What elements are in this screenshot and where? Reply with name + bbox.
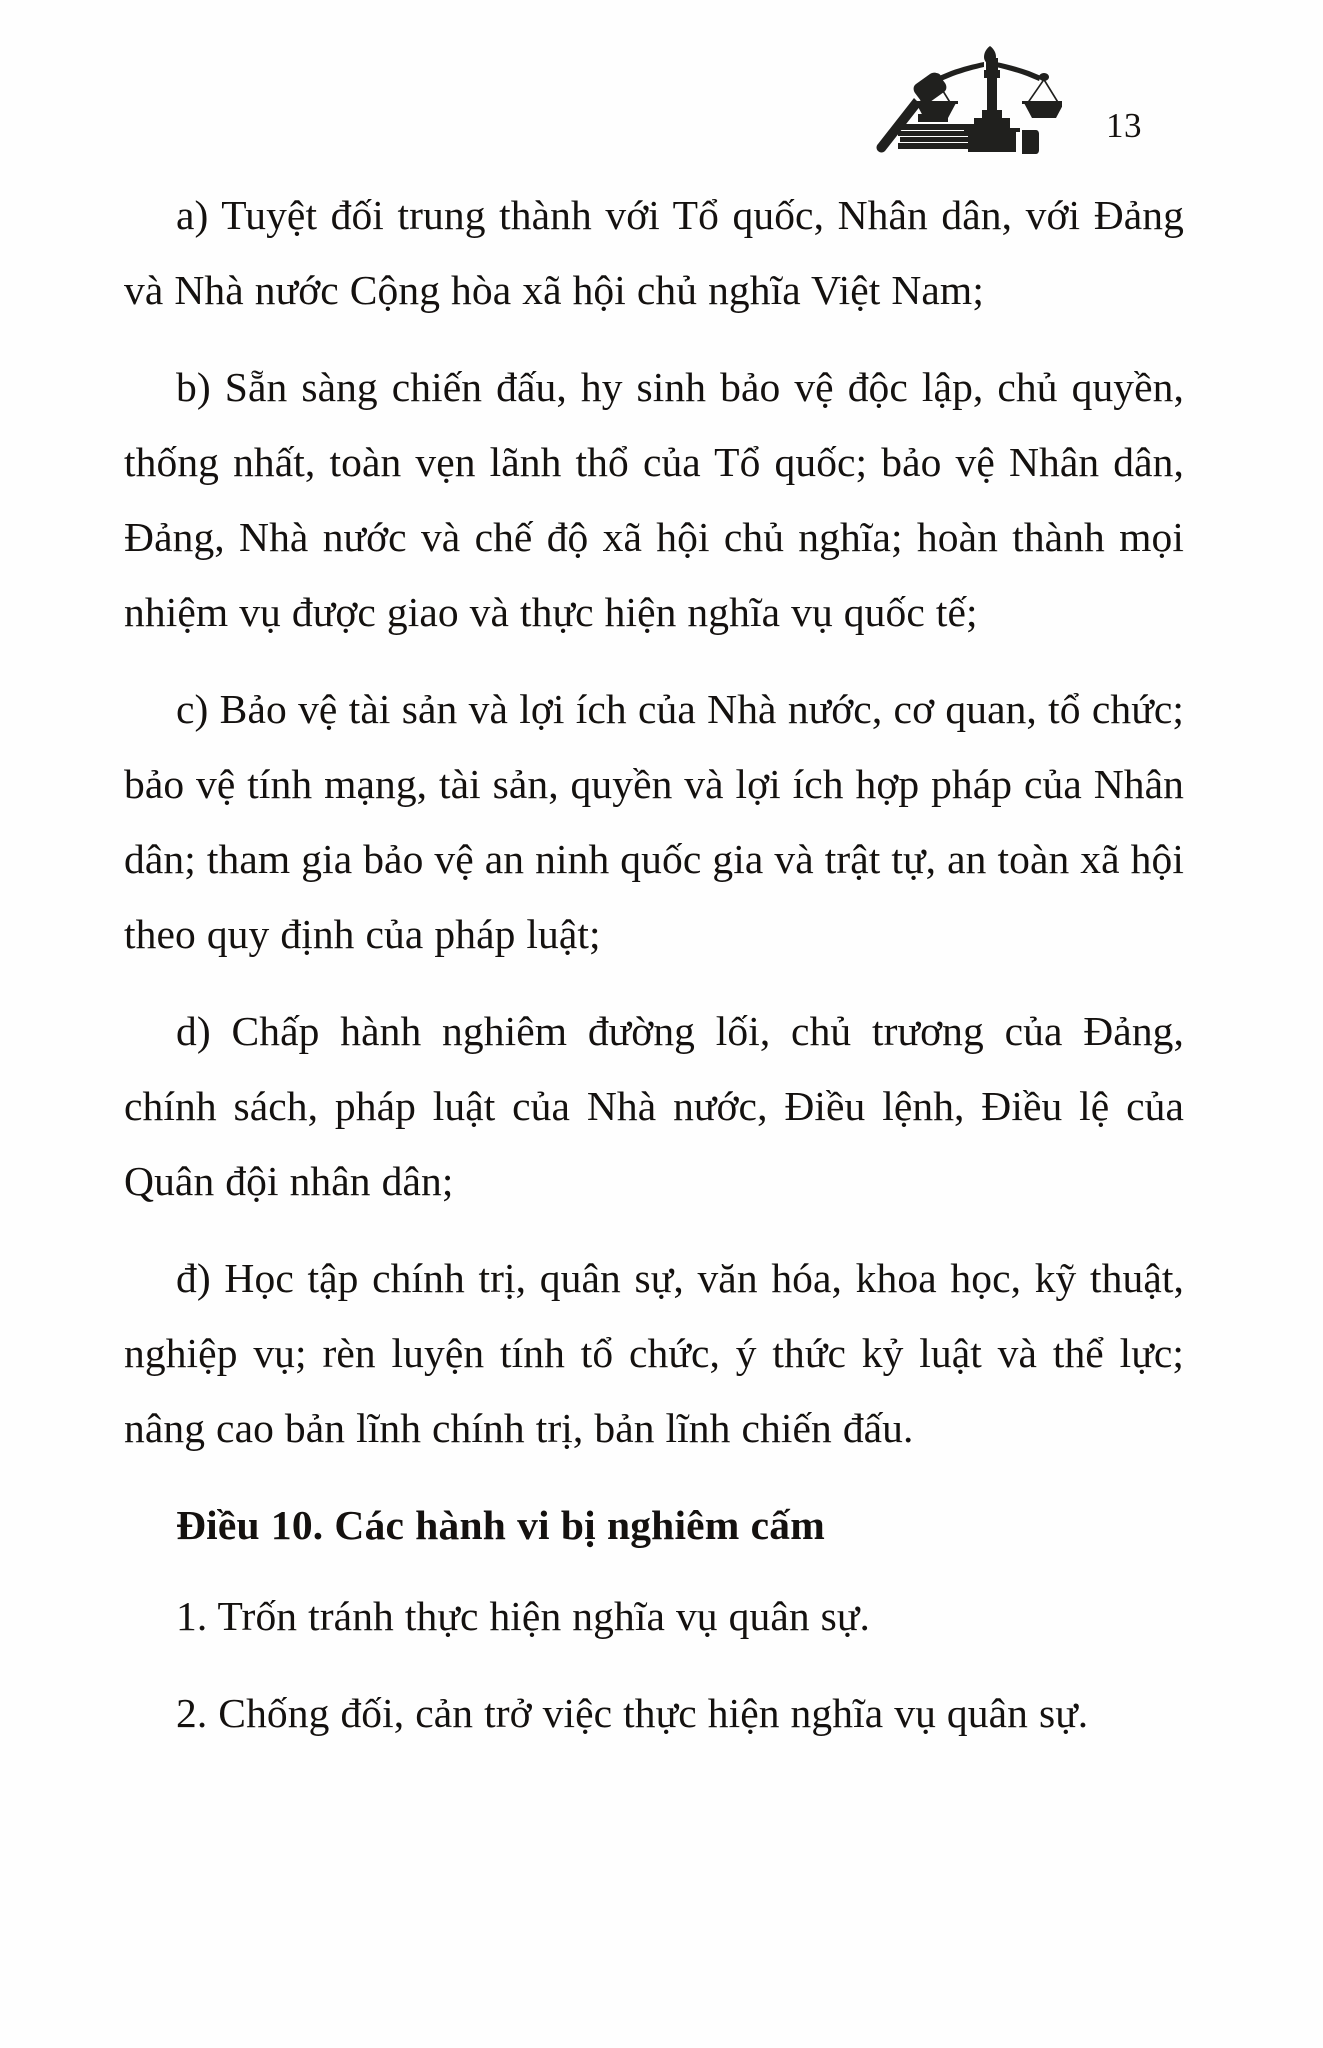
article-10-heading: Điều 10. Các hành vi bị nghiêm cấm [176, 1502, 825, 1548]
paragraph-clause-2: 2. Chống đối, cản trở việc thực hiện nghĩa vụ quân sự. [176, 1690, 1089, 1736]
page-header [0, 28, 1323, 158]
paragraph-item-a: a) Tuyệt đối trung thành với Tổ quốc, Nhân dân, với Đảng và Nhà nước Cộng hòa xã hội chủ nghĩa Việt Nam; [124, 192, 1184, 313]
page-body [124, 178, 1184, 1751]
scales-of-justice-icon [872, 32, 1062, 156]
paragraph-item-d: d) Chấp hành nghiêm đường lối, chủ trương của Đảng, chính sách, pháp luật của Nhà nước, Điều lệnh, Điều lệ của Quân đội nhân dân; [124, 1008, 1184, 1204]
page-number: 13 [1106, 106, 1142, 145]
paragraph-item-c: c) Bảo vệ tài sản và lợi ích của Nhà nước, cơ quan, tổ chức; bảo vệ tính mạng, tài sản, quyền và lợi ích hợp pháp của Nhân dân; tham gia bảo vệ an ninh quốc gia và trật tự, an toàn xã hội theo quy định của pháp luật; [124, 686, 1184, 957]
paragraph-item-b: b) Sẵn sàng chiến đấu, hy sinh bảo vệ độc lập, chủ quyền, thống nhất, toàn vẹn lãnh thổ của Tổ quốc; bảo vệ Nhân dân, Đảng, Nhà nước và chế độ xã hội chủ nghĩa; hoàn thành mọi nhiệm vụ được giao và thực hiện nghĩa vụ quốc tế; [124, 364, 1184, 635]
paragraph-item-dd: đ) Học tập chính trị, quân sự, văn hóa, khoa học, kỹ thuật, nghiệp vụ; rèn luyện tính tổ chức, ý thức kỷ luật và thể lực; nâng cao bản lĩnh chính trị, bản lĩnh chiến đấu. [124, 1255, 1184, 1451]
paragraph-clause-1: 1. Trốn tránh thực hiện nghĩa vụ quân sự. [176, 1593, 870, 1639]
